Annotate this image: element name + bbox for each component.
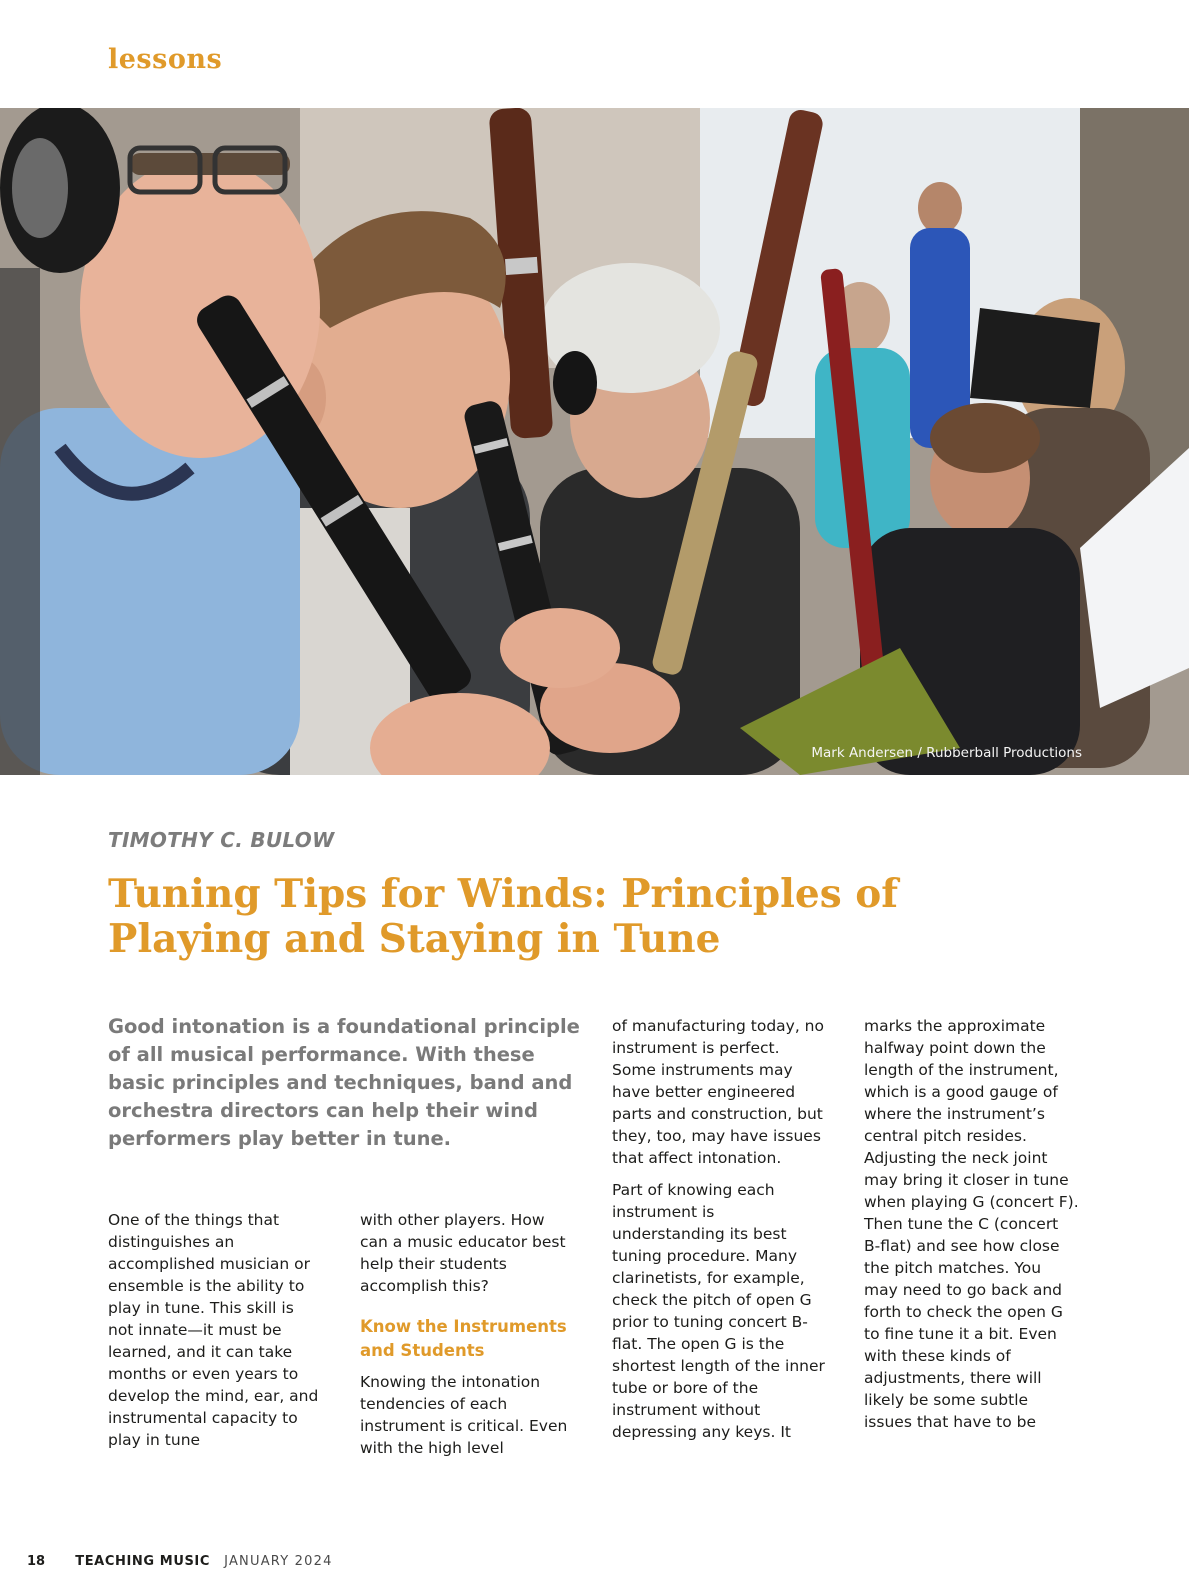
text-column-4 (864, 1015, 1079, 1443)
issue-date: JANUARY 2024 (224, 1554, 333, 1569)
article-intro: Good intonation is a foundational principle of all musical performance. With these basic principles and techniques, band and orchestra directors can help their wind performers play better in tune. (108, 1015, 580, 1150)
text-column-2 (360, 1209, 575, 1469)
body-paragraph: of manufacturing today, no instrument is perfect. Some instruments may have better engineered parts and construction, but they, too, may have issues that affect intonation. (612, 1017, 824, 1167)
section-tag: lessons (108, 44, 223, 75)
page-number: 18 (27, 1554, 46, 1569)
musicians-photo (0, 108, 1189, 775)
page-footer (27, 1554, 333, 1569)
body-paragraph: One of the things that distinguishes an accomplished musician or ensemble is the ability to play in tune. This skill is not innate—it must be learned, and it can take months or even years to develop the mind, ear, and instrumental capacity to play in tune (108, 1211, 319, 1449)
text-column-1 (108, 1209, 323, 1461)
body-paragraph: marks the approximate halfway point down the length of the instrument, which is a good gauge of where the instrument’s central pitch resides. Adjusting the neck joint may bring it closer in tune when playing G (concert F). Then tune the C (concert B-flat) and see how close the pitch matches. You may need to go back and forth to check the open G to fine tune it a bit. Even with these kinds of adjustments, there will likely be some subtle issues that have to be (864, 1017, 1079, 1431)
body-paragraph: Knowing the intonation tendencies of each instrument is critical. Even with the high level (360, 1373, 568, 1457)
subheading: Know the Instruments and Students (360, 1317, 567, 1360)
body-paragraph: with other players. How can a music educator best help their students accomplish this? (360, 1211, 566, 1295)
body-paragraph: Part of knowing each instrument is understanding its best tuning procedure. Many clarinetists, for example, check the pitch of open G prior to tuning concert B-flat. The open G is the shortest length of the inner tube or bore of the instrument without depressing any keys. It (612, 1181, 825, 1441)
photo-credit: Mark Andersen / Rubberball Productions (811, 745, 1082, 761)
magazine-name: TEACHING MUSIC (75, 1554, 211, 1569)
article-photo (0, 108, 1189, 775)
text-column-3 (612, 1015, 827, 1453)
author-byline: TIMOTHY C. BULOW (108, 828, 335, 852)
article-title: Tuning Tips for Winds: Principles of Playing and Staying in Tune (108, 871, 899, 962)
